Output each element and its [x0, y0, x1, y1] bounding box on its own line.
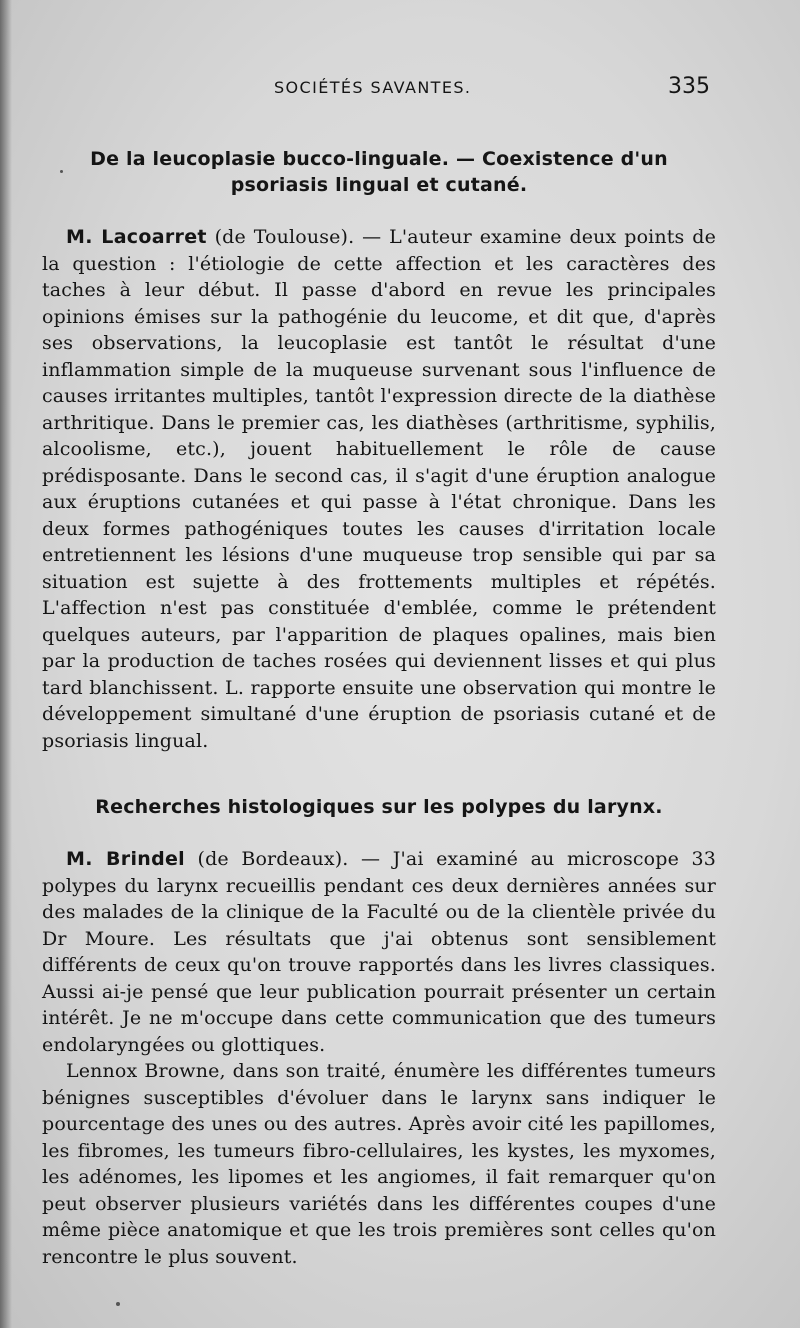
article-polypes-larynx [42, 794, 716, 1270]
article-paragraph: Lennox Browne, dans son traité, énumère les différentes tumeurs bénignes susceptibles d'évoluer dans le larynx sans indiquer le pourcentage des unes ou des autres. Après avoir cité les papillomes, les fibromes, les tumeurs fibro-cellulaires, les kystes, les myxomes, les adénomes, les lipomes et les angiomes, il fait remarquer qu'on peut observer plusieurs variétés dans les différentes coupes d'une même pièce anatomique et que les trois premières sont celles qu'on rencontre le plus souvent. [42, 1060, 716, 1268]
article-paragraph [42, 846, 716, 1058]
paper-speck [60, 170, 63, 173]
page-number: 335 [668, 74, 710, 99]
page-content [42, 146, 716, 1270]
running-head: SOCIÉTÉS SAVANTES. [274, 78, 472, 97]
section-title: De la leucoplasie bucco-linguale. — Coexistence d'un psoriasis lingual et cutané. [90, 148, 668, 196]
author-name: M. Brindel [66, 848, 185, 870]
article-paragraph [42, 224, 716, 754]
paragraph-text: (de Bordeaux). — J'ai examiné au microscope 33 polypes du larynx recueillis pendant ces deux dernières années sur des malades de la clinique de la Faculté ou de la clientèle privée du Dr Moure. Les résultats que j'ai obtenus sont sensiblement différents de ceux qu'on trouve rapportés dans les livres classiques. Aussi ai-je pensé que leur publication pourrait présenter un certain intérêt. Je ne m'occupe dans cette communication que des tumeurs endolaryngées ou glottiques. [42, 848, 716, 1056]
author-name: M. Lacoarret [66, 226, 207, 248]
article-leucoplasie [42, 146, 716, 754]
paper-speck [116, 1302, 120, 1306]
paragraph-text: (de Toulouse). — L'auteur examine deux points de la question : l'étiologie de cette affection et les caractères des taches à leur début. Il passe d'abord en revue les principales opinions émises sur la pathogénie du leucome, et dit que, d'après ses observations, la leucoplasie est tantôt le résultat d'une inflammation simple de la muqueuse survenant sous l'influence de causes irritantes multiples, tantôt l'expression directe de la diathèse arthritique. Dans le premier cas, les diathèses (arthritisme, syphilis, alcoolisme, etc.), jouent habituellement le rôle de cause prédisposante. Dans le second cas, il s'agit d'une éruption analogue aux éruptions cutanées et qui passe à l'état chronique. Dans les deux formes pathogéniques toutes les causes d'irritation locale entretiennent les lésions d'une muqueuse trop sensible qui par sa situation est sujette à des frottements multiples et répétés. L'affection n'est pas constituée d'emblée, comme le prétendent quelques auteurs, par l'apparition de plaques opalines, mais bien par la production de taches rosées qui deviennent lisses et qui plus tard blanchissent. L. rapporte ensuite une observation qui montre le développement simultané d'une éruption de psoriasis cutané et de psoriasis lingual. [42, 226, 716, 752]
page-header [40, 76, 716, 104]
section-title: Recherches histologiques sur les polypes du larynx. [95, 796, 663, 818]
